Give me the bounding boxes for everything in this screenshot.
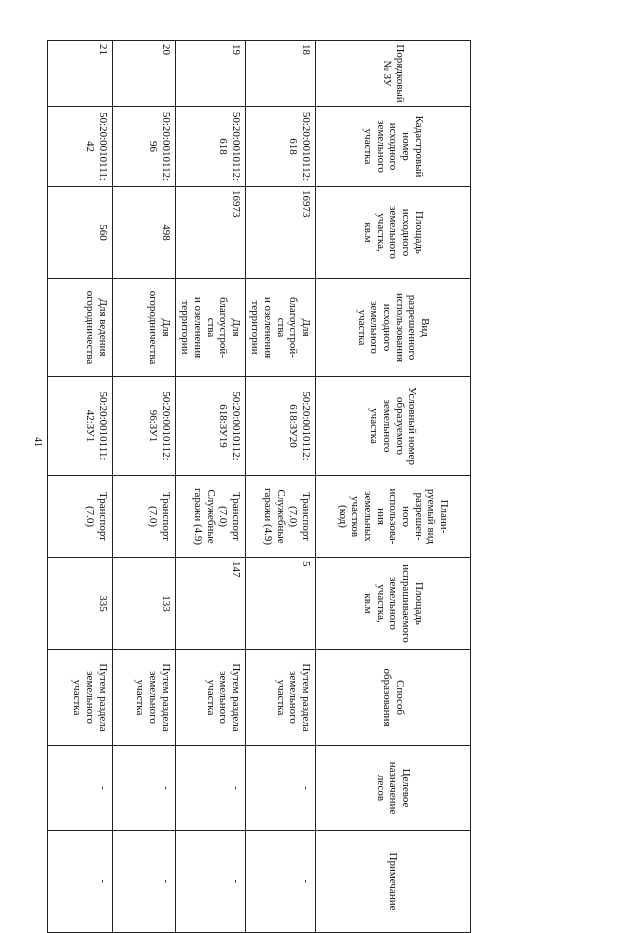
header-source-cadastral-number: Кадастровый номер исходного земельного участка — [316, 107, 471, 187]
cell-formation-method: Путем раздела земельного участка — [47, 650, 112, 746]
land-plot-table — [47, 40, 471, 933]
cell-formation-method: Путем раздела земельного участка — [175, 650, 245, 746]
cell-source-permitted-use: Для огородничества — [112, 279, 175, 377]
cell-source-permitted-use: Для благоустрой- ства и озеленения территории — [245, 279, 315, 377]
cell-planned-use: Транспорт (7.0) — [47, 476, 112, 558]
table-row — [112, 41, 175, 933]
cell-note: - — [47, 831, 112, 933]
header-plot-number: Порядковый № ЗУ — [316, 41, 471, 107]
cell-conditional-number: 50:20:0010112: 618:ЗУ19 — [175, 377, 245, 476]
cell-source-area: 560 — [47, 187, 112, 279]
land-plot-table-container — [62, 40, 471, 911]
cell-conditional-number: 50:20:0010112: 96:ЗУ1 — [112, 377, 175, 476]
page-number: 41 — [32, 437, 44, 447]
cell-source-cadastral-number: 50:20:0010112: 618 — [245, 107, 315, 187]
cell-requested-area: 133 — [112, 558, 175, 650]
cell-source-area: 498 — [112, 187, 175, 279]
table-row — [47, 41, 112, 933]
cell-plot-number: 21 — [47, 41, 112, 107]
cell-requested-area: 335 — [47, 558, 112, 650]
cell-plot-number: 18 — [245, 41, 315, 107]
header-note: Примечание — [316, 831, 471, 933]
cell-plot-number: 19 — [175, 41, 245, 107]
cell-forest-purpose: - — [245, 746, 315, 831]
cell-conditional-number: 50:20:0010112: 618:ЗУ20 — [245, 377, 315, 476]
cell-source-permitted-use: Для благоустрой- ства и озеленения территории — [175, 279, 245, 377]
cell-source-cadastral-number: 50:20:0010111: 42 — [47, 107, 112, 187]
cell-source-area: 16973 — [175, 187, 245, 279]
header-planned-use: Плани- руемый вид разрешен- ного использова- ния земельных участков (код) — [316, 476, 471, 558]
table-header-row — [316, 41, 471, 933]
header-source-permitted-use: Вид разрешенного использования исходного земельного участка — [316, 279, 471, 377]
table-row — [245, 41, 315, 933]
cell-formation-method: Путем раздела земельного участка — [112, 650, 175, 746]
cell-planned-use: Транспорт (7.0) Служебные гаражи (4.9) — [245, 476, 315, 558]
cell-requested-area: 147 — [175, 558, 245, 650]
cell-forest-purpose: - — [175, 746, 245, 831]
cell-formation-method: Путем раздела земельного участка — [245, 650, 315, 746]
table-row — [175, 41, 245, 933]
cell-note: - — [112, 831, 175, 933]
header-source-area: Площадь исходного земельного участка, кв.м — [316, 187, 471, 279]
header-forest-purpose: Целевое назначение лесов — [316, 746, 471, 831]
cell-note: - — [175, 831, 245, 933]
cell-plot-number: 20 — [112, 41, 175, 107]
cell-conditional-number: 50:20:0010111: 42:ЗУ1 — [47, 377, 112, 476]
header-conditional-number: Условный номер образуемого земельного участка — [316, 377, 471, 476]
cell-source-cadastral-number: 50:20:0010112: 618 — [175, 107, 245, 187]
cell-source-cadastral-number: 50:20:0010112: 96 — [112, 107, 175, 187]
cell-forest-purpose: - — [112, 746, 175, 831]
cell-source-permitted-use: Для ведения огородничества — [47, 279, 112, 377]
cell-planned-use: Транспорт (7.0) Служебные гаражи (4.9) — [175, 476, 245, 558]
header-formation-method: Способ образования — [316, 650, 471, 746]
cell-forest-purpose: - — [47, 746, 112, 831]
header-requested-area: Площадь испрашиваемого земельного участка, кв.м — [316, 558, 471, 650]
cell-source-area: 16973 — [245, 187, 315, 279]
cell-note: - — [245, 831, 315, 933]
cell-requested-area: 5 — [245, 558, 315, 650]
cell-planned-use: Транспорт (7.0) — [112, 476, 175, 558]
